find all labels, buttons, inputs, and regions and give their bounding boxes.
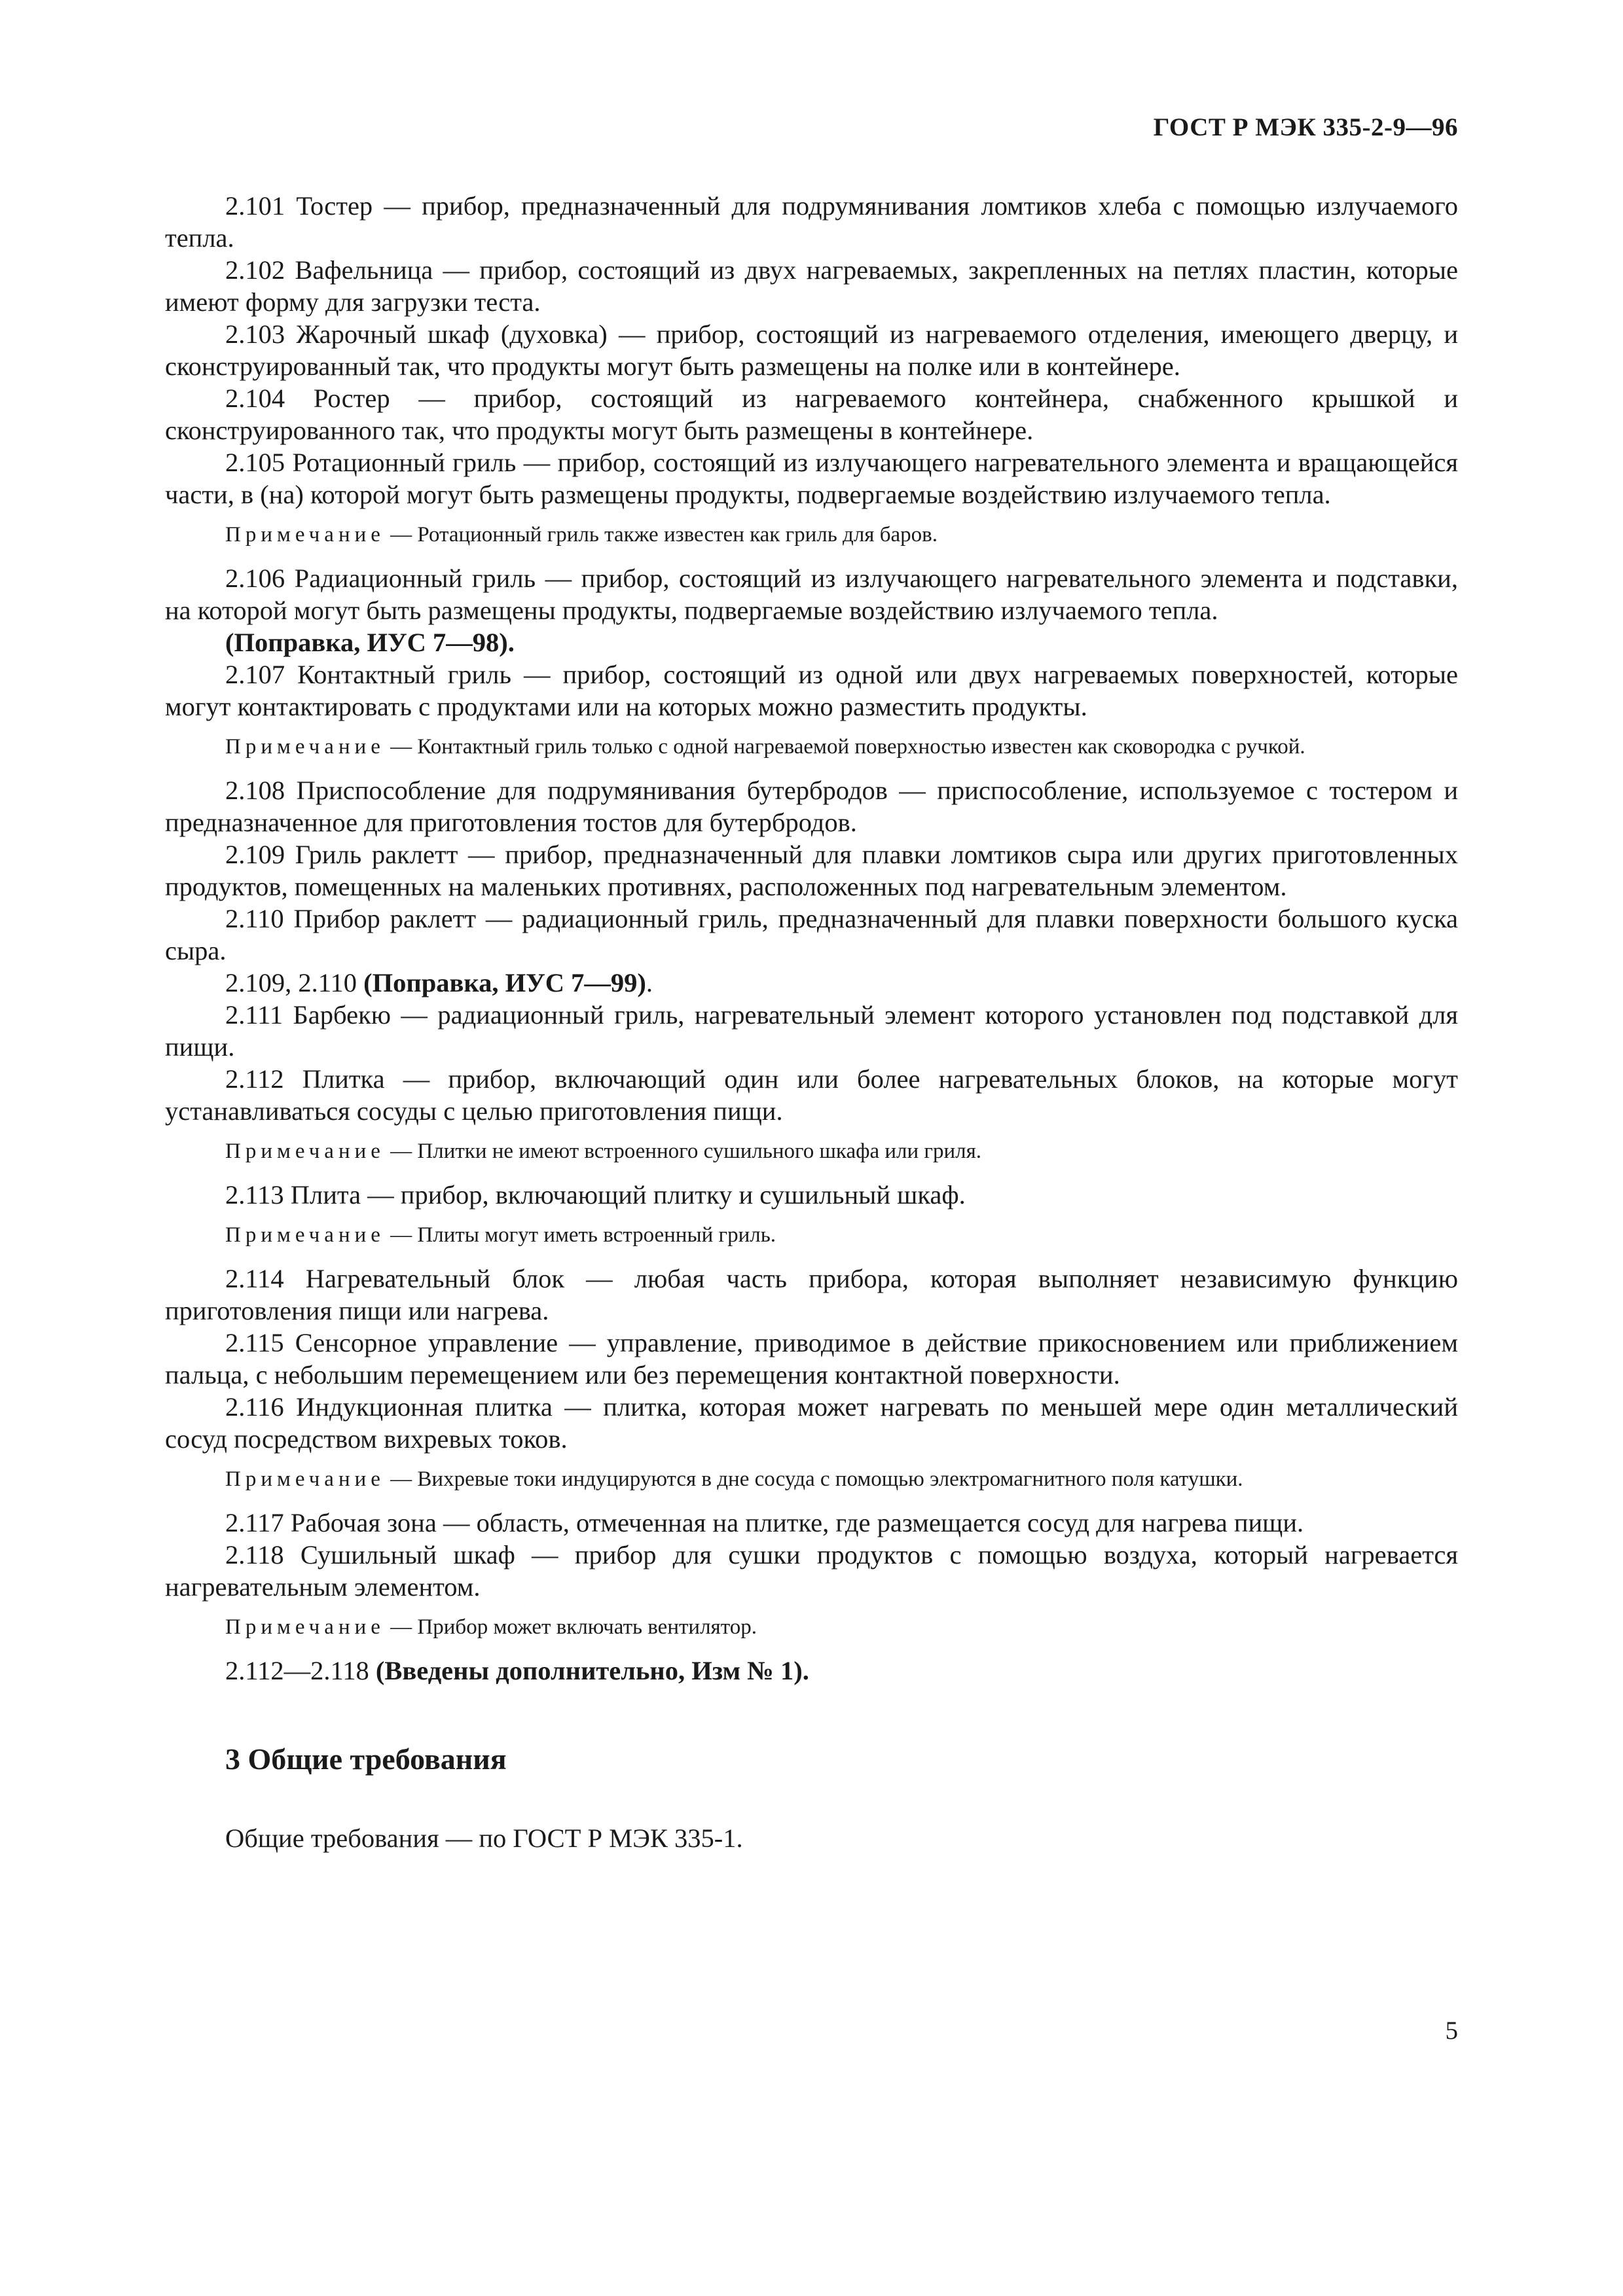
section-3-title: 3 Общие требования xyxy=(225,1742,507,1776)
definition-2-101: 2.101 Тостер — прибор, предназначенный для подрумянивания ломтиков хлеба с помощью излучаемого тепла. xyxy=(165,191,1458,253)
note-2-105 xyxy=(165,520,1458,550)
note-text: — Прибор может включать вентилятор. xyxy=(390,1615,757,1639)
section-3-text: Общие требования — по ГОСТ Р МЭК 335-1. xyxy=(225,1823,743,1853)
document-body xyxy=(165,190,1458,1854)
note-text: — Вихревые токи индуцируются в дне сосуда с помощью электромагнитного поля катушки. xyxy=(390,1467,1243,1491)
note-2-118 xyxy=(165,1612,1458,1643)
definition-2-115: 2.115 Сенсорное управление — управление, приводимое в действие прикосновением или приближением пальца, с небольшим перемещением или без перемещения контактной поверхности. xyxy=(165,1328,1458,1390)
amendment-ref: 2.109, 2.110 xyxy=(225,968,357,997)
amendment-ius-7-98: (Поправка, ИУС 7—98). xyxy=(225,628,515,657)
amendment-izm-1 xyxy=(165,1655,1458,1687)
definition-2-117: 2.117 Рабочая зона — область, отмеченная на плитке, где размещается сосуд для нагрева пищи. xyxy=(225,1508,1304,1537)
definition-2-106: 2.106 Радиационный гриль — прибор, состоящий из излучающего нагревательного элемента и подставки, на которой могут быть размещены продукты, подвергаемые воздействию излучаемого тепла. xyxy=(165,564,1458,625)
definition-2-118: 2.118 Сушильный шкаф — прибор для сушки продуктов с помощью воздуха, который нагревается нагревательным элементом. xyxy=(165,1540,1458,1602)
note-label: Примечание xyxy=(225,735,385,759)
note-2-113 xyxy=(165,1220,1458,1251)
definition-2-103: 2.103 Жарочный шкаф (духовка) — прибор, состоящий из нагреваемого отделения, имеющего дверцу, и сконструированный так, что продукты могут быть размещены на полке или в контейнере. xyxy=(165,319,1458,381)
definition-2-105: 2.105 Ротационный гриль — прибор, состоящий из излучающего нагревательного элемента и вращающейся части, в (на) которой могут быть размещены продукты, подвергаемые воздействию излучаемого тепла. xyxy=(165,448,1458,509)
definition-2-114: 2.114 Нагревательный блок — любая часть прибора, которая выполняет независимую функцию приготовления пищи или нагрева. xyxy=(165,1264,1458,1325)
note-label: Примечание xyxy=(225,1139,385,1163)
note-text: — Ротационный гриль также известен как гриль для баров. xyxy=(390,523,938,547)
amendment-text: (Введены дополнительно, Изм № 1). xyxy=(375,1656,809,1685)
note-label: Примечание xyxy=(225,1223,385,1247)
definition-2-109: 2.109 Гриль раклетт — прибор, предназначенный для плавки ломтиков сыра или других приготовленных продуктов, помещенных на маленьких противнях, расположенных под нагревательным элементом. xyxy=(165,840,1458,901)
note-text: — Контактный гриль только с одной нагреваемой поверхностью известен как сковородка с ручкой. xyxy=(390,735,1305,759)
note-label: Примечание xyxy=(225,1615,385,1639)
definition-2-116: 2.116 Индукционная плитка — плитка, которая может нагревать по меньшей мере один металлический сосуд посредством вихревых токов. xyxy=(165,1392,1458,1454)
definition-2-110: 2.110 Прибор раклетт — радиационный гриль, предназначенный для плавки поверхности большого куска сыра. xyxy=(165,904,1458,965)
note-label: Примечание xyxy=(225,1467,385,1491)
definition-2-104: 2.104 Ростер — прибор, состоящий из нагреваемого контейнера, снабженного крышкой и сконструированного так, что продукты могут быть размещены в контейнере. xyxy=(165,384,1458,445)
definition-2-102: 2.102 Вафельница — прибор, состоящий из двух нагреваемых, закрепленных на петлях пластин, которые имеют форму для загрузки теста. xyxy=(165,255,1458,317)
amendment-ius-7-99: 2.109, 2.110 (Поправка, ИУС 7—99). xyxy=(225,968,653,997)
page-number: 5 xyxy=(1445,2017,1458,2045)
note-2-107 xyxy=(165,732,1458,762)
note-text: — Плиты могут иметь встроенный гриль. xyxy=(390,1223,776,1247)
note-2-116 xyxy=(165,1464,1458,1495)
definition-2-107: 2.107 Контактный гриль — прибор, состоящий из одной или двух нагреваемых поверхностей, которые могут контактировать с продуктами или на которых можно разместить продукты. xyxy=(165,660,1458,721)
note-2-112 xyxy=(165,1136,1458,1167)
note-label: Примечание xyxy=(225,523,385,547)
definition-2-108: 2.108 Приспособление для подрумянивания бутербродов — приспособление, используемое с тостером и предназначенное для приготовления тостов для бутербродов. xyxy=(165,776,1458,837)
definition-2-113: 2.113 Плита — прибор, включающий плитку и сушильный шкаф. xyxy=(225,1180,966,1210)
page-header: ГОСТ Р МЭК 335-2-9—96 xyxy=(1153,113,1458,141)
amendment-ref: 2.112—2.118 xyxy=(225,1656,369,1685)
definition-2-111: 2.111 Барбекю — радиационный гриль, нагревательный элемент которого установлен под подставкой для пищи. xyxy=(165,1000,1458,1062)
note-text: — Плитки не имеют встроенного сушильного шкафа или гриля. xyxy=(390,1139,981,1163)
amendment-text: (Поправка, ИУС 7—99) xyxy=(363,968,646,997)
definition-2-112: 2.112 Плитка — прибор, включающий один или более нагревательных блоков, на которые могут устанавливаться сосуды с целью приготовления пищи. xyxy=(165,1064,1458,1126)
